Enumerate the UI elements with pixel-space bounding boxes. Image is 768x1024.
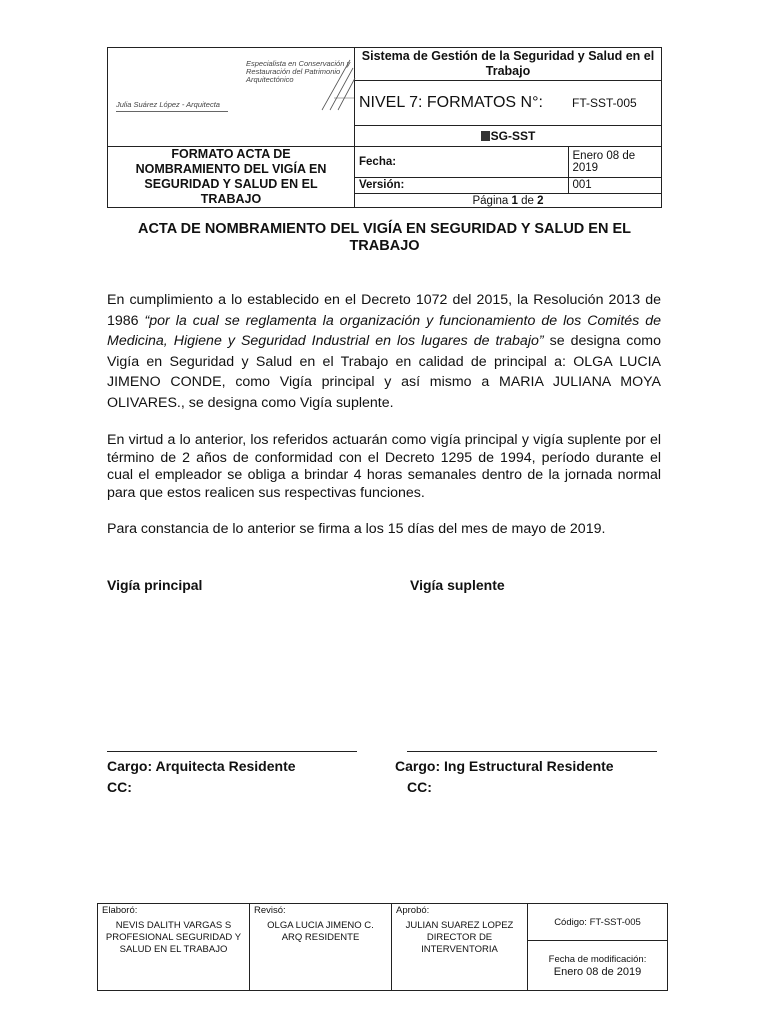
reviso-role: ARQ RESIDENTE xyxy=(281,932,360,943)
aprobo-role: DIRECTOR DE INTERVENTORIA xyxy=(421,932,498,955)
aprobo-cell xyxy=(392,904,528,991)
nivel-label: NIVEL 7: FORMATOS N°: xyxy=(355,81,569,126)
cc-suplente: CC: xyxy=(407,779,432,795)
cc-principal: CC: xyxy=(107,779,132,795)
elaboro-cell xyxy=(98,904,250,991)
paragraph-2: En virtud a lo anterior, los referidos actuarán como vigía principal y vigía suplente por el término de 2 años de conformidad con el Decreto 1295 de 1994, período durante el cual el empleador se obliga a brindar 4 horas semanales dentro de la jornada normal para que estos realicen sus respectivas funciones. xyxy=(107,432,661,501)
company-logo xyxy=(108,48,355,147)
suplente-label: Vigía suplente xyxy=(410,577,505,593)
reviso-label: Revisó: xyxy=(254,905,286,916)
version-value: 001 xyxy=(568,177,662,193)
cargo-principal: Cargo: Arquitecta Residente xyxy=(107,758,296,774)
page-prefix: Página xyxy=(472,194,512,207)
aprobo-label: Aprobó: xyxy=(396,905,430,916)
logo-tagline: Especialista en Conservación y Restauración del Patrimonio Arquitectónico xyxy=(246,59,351,84)
paragraph-1-quote: “por la cual se reglamenta la organización y funcionamiento de los Comités de Medicina, Higiene y Seguridad Industrial en los lugares de trabajo” xyxy=(107,312,661,349)
reviso-cell xyxy=(250,904,392,991)
aprobo-name: JULIAN SUAREZ LOPEZ xyxy=(405,920,514,931)
fecha-mod-value: Enero 08 de 2019 xyxy=(553,965,642,978)
elaboro-name: NEVIS DALITH VARGAS S xyxy=(115,920,232,931)
format-title-text: FORMATO ACTA DE NOMBRAMIENTO DEL VIGÍA EN SEGURIDAD Y SALUD EN EL TRABAJO xyxy=(135,147,327,206)
logo-signature-name: Julia Suárez López - Arquitecta xyxy=(116,100,220,109)
suplente-signature-line xyxy=(407,751,657,752)
nivel-code: FT-SST-005 xyxy=(568,81,662,126)
system-title: Sistema de Gestión de la Seguridad y Salud en el Trabajo xyxy=(355,48,662,81)
sg-sst-marker-icon xyxy=(481,131,490,141)
principal-signature-line xyxy=(107,751,357,752)
fecha-mod-label: Fecha de modificación: xyxy=(548,953,647,965)
aprobo-names xyxy=(396,920,523,956)
paragraph-1 xyxy=(107,290,661,413)
paragraph-1-end: se designa como Vigía en Seguridad y Salud en el Trabajo en calidad de principal a: OLGA LUCIA JIMENO CONDE, como Vigía principal y así mismo a MARIA JULIANA MOYA OLIVARES., se designa como Vigía suplente. xyxy=(107,333,661,411)
fecha-value: Enero 08 de 2019 xyxy=(568,147,662,178)
logo-underline xyxy=(116,111,228,112)
reviso-names xyxy=(254,920,387,944)
paragraph-1-start: En cumplimiento a lo establecido en el Decreto 1072 del 2015, la Resolución 2013 de 1986 xyxy=(107,292,661,329)
paragraph-3: Para constancia de lo anterior se firma a los 15 días del mes de mayo de 2019. xyxy=(107,521,606,537)
page-of: de xyxy=(517,194,538,207)
sg-sst-text: SG-SST xyxy=(490,129,536,143)
format-title xyxy=(108,147,355,208)
fecha-label: Fecha: xyxy=(355,147,569,178)
page-total: 2 xyxy=(537,194,544,207)
version-label: Versión: xyxy=(355,177,569,193)
cargo-suplente: Cargo: Ing Estructural Residente xyxy=(395,758,614,774)
elaboro-role: PROFESIONAL SEGURIDAD Y SALUD EN EL TRABAJO xyxy=(105,932,242,955)
codigo-cell: Código: FT-SST-005 xyxy=(528,904,668,941)
document-title: ACTA DE NOMBRAMIENTO DEL VIGÍA EN SEGURIDAD Y SALUD EN EL TRABAJO xyxy=(137,221,632,254)
page-indicator xyxy=(355,194,662,208)
sg-sst-label xyxy=(355,126,662,147)
elaboro-label: Elaboró: xyxy=(102,905,138,916)
document-header xyxy=(107,47,662,208)
page-number: 1 xyxy=(511,194,518,207)
fecha-modificacion-cell xyxy=(528,941,668,991)
elaboro-names xyxy=(102,920,245,956)
principal-label: Vigía principal xyxy=(107,577,203,593)
logo-emblem-icon xyxy=(320,58,356,114)
reviso-name: OLGA LUCIA JIMENO C. xyxy=(267,920,374,931)
approval-footer xyxy=(97,903,668,991)
